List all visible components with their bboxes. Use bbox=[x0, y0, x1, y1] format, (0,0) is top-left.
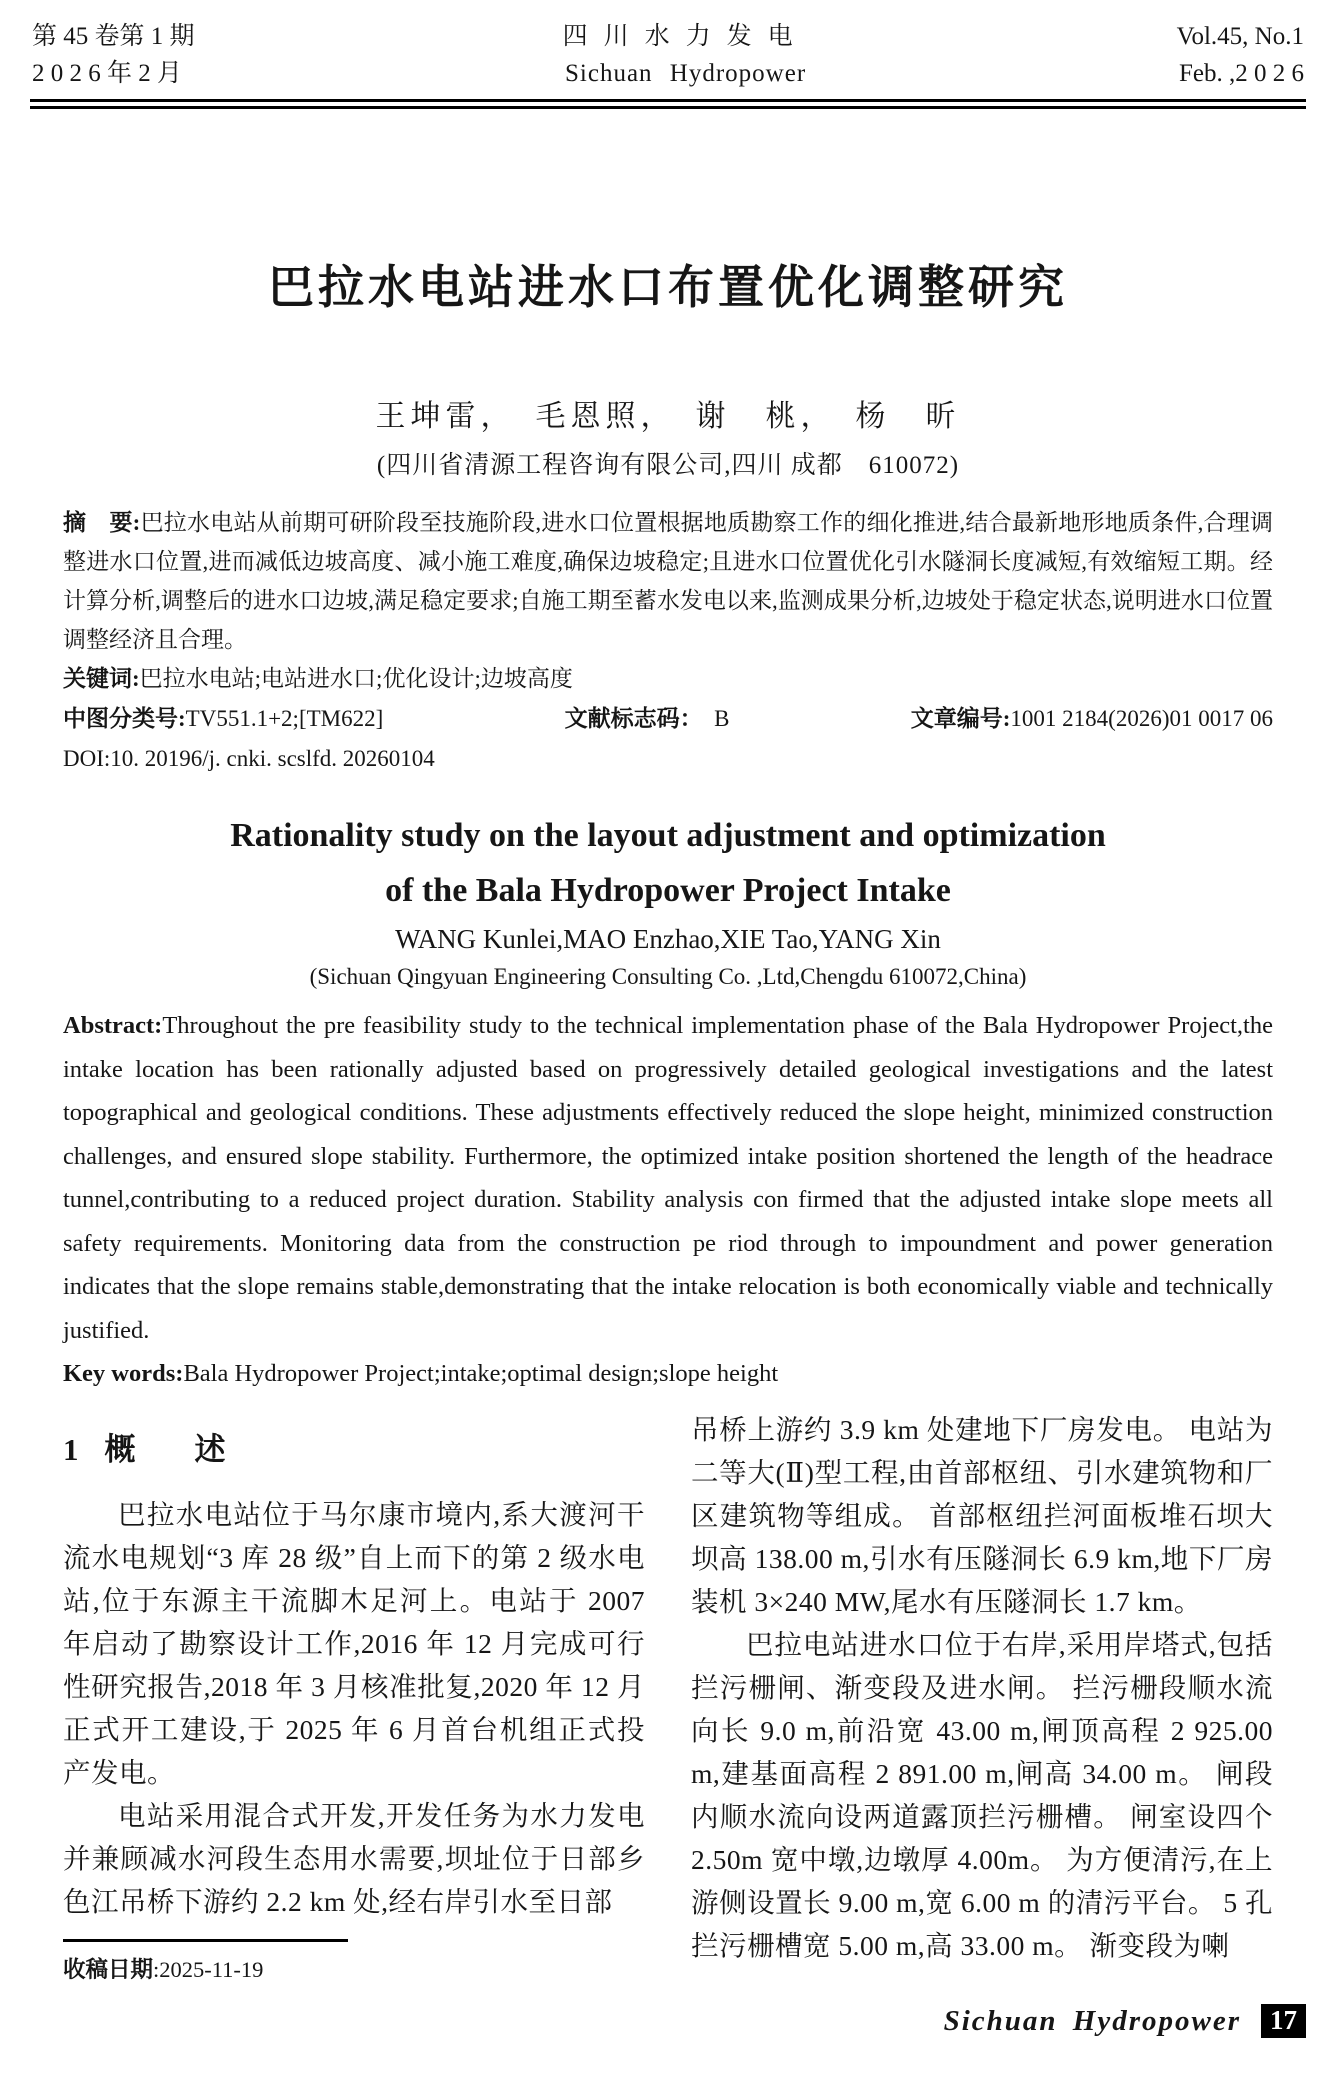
body-paragraph: 电站采用混合式开发,开发任务为水力发电并兼顾减水河段生态用水需要,坝址位于日部乡色江吊桥下游约 2.2 km 处,经右岸引水至日部 bbox=[63, 1799, 645, 1917]
header-issue-block bbox=[32, 18, 195, 92]
date-zh: 2 0 2 6 年 2 月 bbox=[32, 60, 183, 87]
body-columns bbox=[63, 1408, 1273, 1984]
footer-journal-name: Sichuan Hydropower bbox=[943, 2004, 1241, 2037]
section-1-number: 1 bbox=[63, 1431, 79, 1467]
journal-header bbox=[0, 0, 1336, 92]
keywords-zh bbox=[63, 659, 1273, 698]
left-column bbox=[63, 1408, 645, 1984]
header-volume-block bbox=[1177, 18, 1304, 92]
header-divider-rule bbox=[30, 99, 1306, 109]
meta-block-zh bbox=[63, 503, 1273, 778]
article-title-zh: 巴拉水电站进水口布置优化调整研究 bbox=[268, 262, 1068, 313]
article-id-label: 文章编号: bbox=[910, 706, 1011, 731]
keywords-text-zh: 巴拉水电站;电站进水口;优化设计;边坡高度 bbox=[139, 666, 573, 691]
abstract-text-zh: 巴拉水电站从前期可研阶段至技施阶段,进水口位置根据地质勘察工作的细化推进,结合最新地形地质条件,合理调整进水口位置,进而减低边坡高度、减小施工难度,确保边坡稳定;且进水口位置优化引水隧洞长度减短,有效缩短工期。经计算分析,调整后的进水口边坡,满足稳定要求;自施工期至蓄水发电以来,监测成果分析,边坡处于稳定状态,说明进水口位置调整经济且合理。 bbox=[63, 510, 1274, 652]
clc-value: TV551.1+2;[TM622] bbox=[185, 706, 384, 731]
doi-line: DOI:10. 20196/j. cnki. scslfd. 20260104 bbox=[63, 746, 435, 771]
abstract-label-zh: 摘 要: bbox=[63, 510, 141, 535]
journal-name-zh: 四川水力发电 bbox=[562, 23, 809, 50]
authors-zh: 王坤雷， 毛恩照， 谢 桃， 杨 昕 bbox=[375, 400, 961, 433]
clc-label: 中图分类号: bbox=[63, 706, 186, 731]
section-1-heading bbox=[63, 1424, 645, 1469]
classification-row bbox=[63, 699, 1273, 738]
affiliation-en: (Sichuan Qingyuan Engineering Consulting Co. ,Ltd,Chengdu 610072,China) bbox=[309, 964, 1027, 989]
received-date-value: :2025-11-19 bbox=[153, 1956, 264, 1982]
received-date bbox=[63, 1952, 645, 1984]
header-journal-name-block bbox=[563, 18, 809, 92]
doc-code-item bbox=[565, 699, 730, 738]
abstract-zh bbox=[63, 503, 1273, 659]
doc-code-label: 文献标志码： bbox=[564, 706, 703, 731]
keywords-label-zh: 关键词: bbox=[63, 666, 140, 691]
affiliation-zh: (四川省清源工程咨询有限公司,四川 成都 610072) bbox=[376, 452, 960, 479]
body-paragraph: 吊桥上游约 3.9 km 处建地下厂房发电。 电站为二等大(Ⅱ)型工程,由首部枢纽、引水建筑物和厂区建筑物等组成。 首部枢纽拦河面板堆石坝大坝高 138.00 m,引水有压隧洞长 6.9 km,地下厂房装机 3×240 MW,尾水有压隧洞长 1.7 km。 bbox=[691, 1413, 1273, 1617]
abstract-text-en: Throughout the pre feasibility study to the technical implementation phase of the Bala Hydropower Project,the intake location has been rationally adjusted based on progressively detailed geological investigations and the latest topographical and geological conditions. These adjustments effectively reduced the slope height, minimized construction challenges, and ensured slope stability. Furthermore, the optimized intake position shortened the length of the headrace tunnel,contributing to a reduced project duration. Stability analysis con firmed that the adjusted intake slope meets all safety requirements. Monitoring data from the construction pe riod through to impoundment and power generation indicates that the slope remains stable,demonstrating that the intake relocation is both economically viable and technically justified. bbox=[63, 1012, 1273, 1344]
issue-zh: 第 45 卷第 1 期 bbox=[32, 23, 195, 50]
clc-item bbox=[63, 699, 383, 738]
article-title-en bbox=[0, 808, 1336, 918]
date-en: Feb. ,2 0 2 6 bbox=[1179, 60, 1304, 87]
page-footer bbox=[944, 2004, 1306, 2038]
page-number-badge: 17 bbox=[1261, 2004, 1306, 2038]
keywords-label-en: Key words: bbox=[63, 1360, 184, 1387]
issue-en: Vol.45, No.1 bbox=[1176, 23, 1304, 50]
body-paragraph: 巴拉电站进水口位于右岸,采用岸塔式,包括拦污栅闸、渐变段及进水闸。 拦污栅段顺水流向长 9.0 m,前沿宽 43.00 m,闸顶高程 2 925.00 m,建基面高程 2 891.00 m,闸高 34.00 m。 闸段内顺水流向设两道露顶拦污栅槽。 闸室设四个 2.50m 宽中墩,边墩厚 4.00m。 为方便清污,在上游侧设置长 9.00 m,宽 6.00 m 的清污平台。 5 孔拦污栅槽宽 5.00 m,高 33.00 m。 渐变段为喇 bbox=[691, 1628, 1273, 1961]
journal-name-en: Sichuan Hydropower bbox=[565, 60, 807, 87]
doc-code-value: B bbox=[714, 706, 730, 731]
body-paragraph: 巴拉水电站位于马尔康市境内,系大渡河干流水电规划“3 库 28 级”自上而下的第 2 级水电站,位于东源主干流脚木足河上。电站于 2007 年启动了勘察设计工作,2016 年 12 月完成可行性研究报告,2018 年 3 月核准批复,2020 年 12 月正式开工建设,于 2025 年 6 月首台机组正式投产发电。 bbox=[63, 1498, 645, 1788]
abstract-label-en: Abstract: bbox=[63, 1012, 163, 1039]
authors-en: WANG Kunlei,MAO Enzhao,XIE Tao,YANG Xin bbox=[395, 924, 941, 954]
right-column bbox=[691, 1408, 1273, 1984]
received-date-footnote bbox=[63, 1939, 645, 1984]
title-en-line1: Rationality study on the layout adjustment and optimization bbox=[230, 817, 1106, 854]
keywords-text-en: Bala Hydropower Project;intake;optimal design;slope height bbox=[183, 1360, 779, 1387]
abstract-en bbox=[63, 1004, 1273, 1352]
section-1-title: 概 述 bbox=[104, 1431, 240, 1467]
footnote-rule bbox=[63, 1939, 348, 1942]
received-date-label: 收稿日期 bbox=[63, 1956, 154, 1982]
keywords-en bbox=[63, 1352, 1273, 1396]
title-en-line2: of the Bala Hydropower Project Intake bbox=[385, 872, 951, 909]
article-id-item bbox=[911, 699, 1273, 738]
article-id-value: 1001 2184(2026)01 0017 06 bbox=[1010, 706, 1273, 731]
